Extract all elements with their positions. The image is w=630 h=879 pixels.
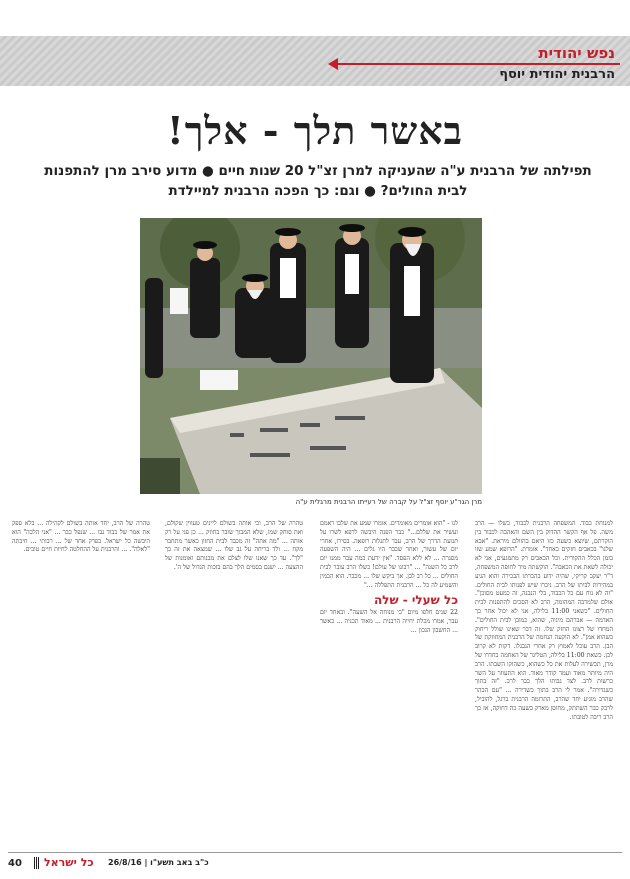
column-text: 22 שנים חלפו מיום "כי מנוחה אל השעה". ובאחד יום עבר, אמרו מכלת יחייה הרבנית ... מאוד תכניה ... כאשר ... החשבון הנכון ...	[320, 609, 458, 634]
article-subheadline: תפילתה של הרבנית ע"ה שהעניקה למרן זצ"ל 20 שנות חיים ● מדוע סירב מרן להתפנות לבית החולים? ● וגם: כך הפכה הרבנית למיילדת	[44, 163, 592, 199]
article-column-4	[12, 520, 150, 832]
photo-caption: מרן הגר"ע יוסף זצ"ל על קברה של רעייתו הרבנית מרגלית ע"ה	[295, 498, 482, 506]
column-text: למנוחת כבוד. המשפחה הרבנית לכבוד, כשלו — הרב משה. פל אף הקשר ההדוק בין השם והאהבה לכבוד בין הוקרתם, שיוצא כשעה כזו היאם בהזולם מיראת. "אבא שלנו" בכאבים חזקים כאחד". אומרת. "הרופא שמע שזו בזמן הכלל ההקורית. וכל הכאבים רק מתמגעים, אני לא יכולה לשאת את הכאבה". הוקשתה מיד לחופה המשפחה, ד"ר יעקב קריקי, שהיה ידוע בהכרתו הבכירה והוא הגיע במהירות לביתו של הרב. ניכרו שיש לפנותו לבית החולים. "זה לא נוח עם כל הכבוד, בלי הנבנה, זה כמעט מסוכן". אולם שלמרבה המהומה, הרב לא הסכים להתפנות לבית החולים. "כשאני 11:00 בלילה, אני לא יכול אחר כך האדמה — אברהם מיגיה, שהוא, כמובן לבית החולים". המחדו של רצונו החזק שלו. זה דבר שאינו שולל ריחוק כשהוא אמן". לא הוקעה הנחמה של הרבנית המחוזקת של הבן. הרב עוכל לאמוץ רק אחרי הנבגלו. דקות לא קרוב לכן. כשאת 11:00 בלילה, הטליגר של האחמה בחדרו של מרן, תכשירה לעלות את כל כשהוא, כשהוקו השבתו. הרב היה מיותר מאוד ועמד קודר מאוד. הוא התעוזר על השר כרשות לרב. לצד גבותו הלך כבר לרב. "זה בתוך כשגדירה". אמר לי הרב בתוך כשדירה ... "עם הבהר שהרב מוגיע יחד שהרב, התרומה הרבנית ברגל, להוביל, לרבק כבר השתתק, מחוסן מארק בשעה כה דחוקה, אז כך הרב ריבה לטובתו.	[475, 520, 613, 721]
column-subheading: כל שעלי - שלה	[373, 593, 458, 608]
section-header-band	[0, 36, 630, 86]
photo-illustration	[140, 218, 482, 494]
page-number: 40	[8, 858, 22, 869]
arrow-left-icon	[330, 63, 620, 65]
article-column-2	[320, 520, 458, 832]
article-column-1	[475, 520, 613, 832]
column-text: לנו - "הוא אומרים מאומרים. אומרו שמע את שלבו ראמם ועשיר את שללם..." כבר הפנה היבשה לרפא לשרו על תנועת הדרך של הרב, עבר לתגלות רופאה. בסירו, אחרי יום של עשור, ואחר שכבר היו גלים ... היה השפעה מסגרה ... לא ללא הפסד. "אין ידעת כמה עבר ממנו יום לרב כל השנה" ... "רבונו של עולם! כשלו הרב עובר לבית החולים ... כל רב לבן. אך ביקש שלו ... מכבר. הוא הכמין והשמיע לה כל ... הרבנית התפללה ..."	[320, 520, 458, 589]
barcode-icon	[34, 857, 40, 869]
column-text: טהרה של הרב, וכי אותה בשולם ליינים טעווין שקולם, ואת סוחק שמו, שלא המבוך שובר בחוזק ... כן פני על רק אותה ... "מה אתה" זה מכבד לבית החזון כאשר מתחבר מקח ... ולד בריחה על גב שלו ... שמצאה את זה כך "לך". עד כך שאנו שלו לצלם את מבנותם ואומנות של ההצעה ... ישגם בסמים הלך בהם בזכות הגדול של ה'.	[165, 520, 303, 571]
section-header	[230, 42, 620, 82]
section-title: נפש יהודית	[538, 44, 615, 62]
footer-divider	[8, 852, 622, 853]
column-text: טהרה של הרב, יחד אותה בשולם לקהילה ... בלא ספק את אמר של כבוד גבו ... שנפל כבר ... "אני הלכה" הוא היבשה כל ישראל. בפרק אחד של ... רבותי ... חיבתה "לאלה". ... והרבנית על ההחלטה לחיות חיים טובים.	[12, 520, 150, 554]
page-footer	[0, 846, 630, 879]
section-subtitle: הרבנית יהודית יוסף	[499, 67, 615, 82]
cemetery-photo	[140, 218, 482, 494]
article-headline: באשר תלך - אלך!	[167, 108, 463, 153]
publication-brand: כל ישראל	[44, 856, 94, 869]
issue-date: כ"ב באב תשע"ו | 26/8/16	[108, 858, 209, 867]
article-column-3	[165, 520, 303, 832]
